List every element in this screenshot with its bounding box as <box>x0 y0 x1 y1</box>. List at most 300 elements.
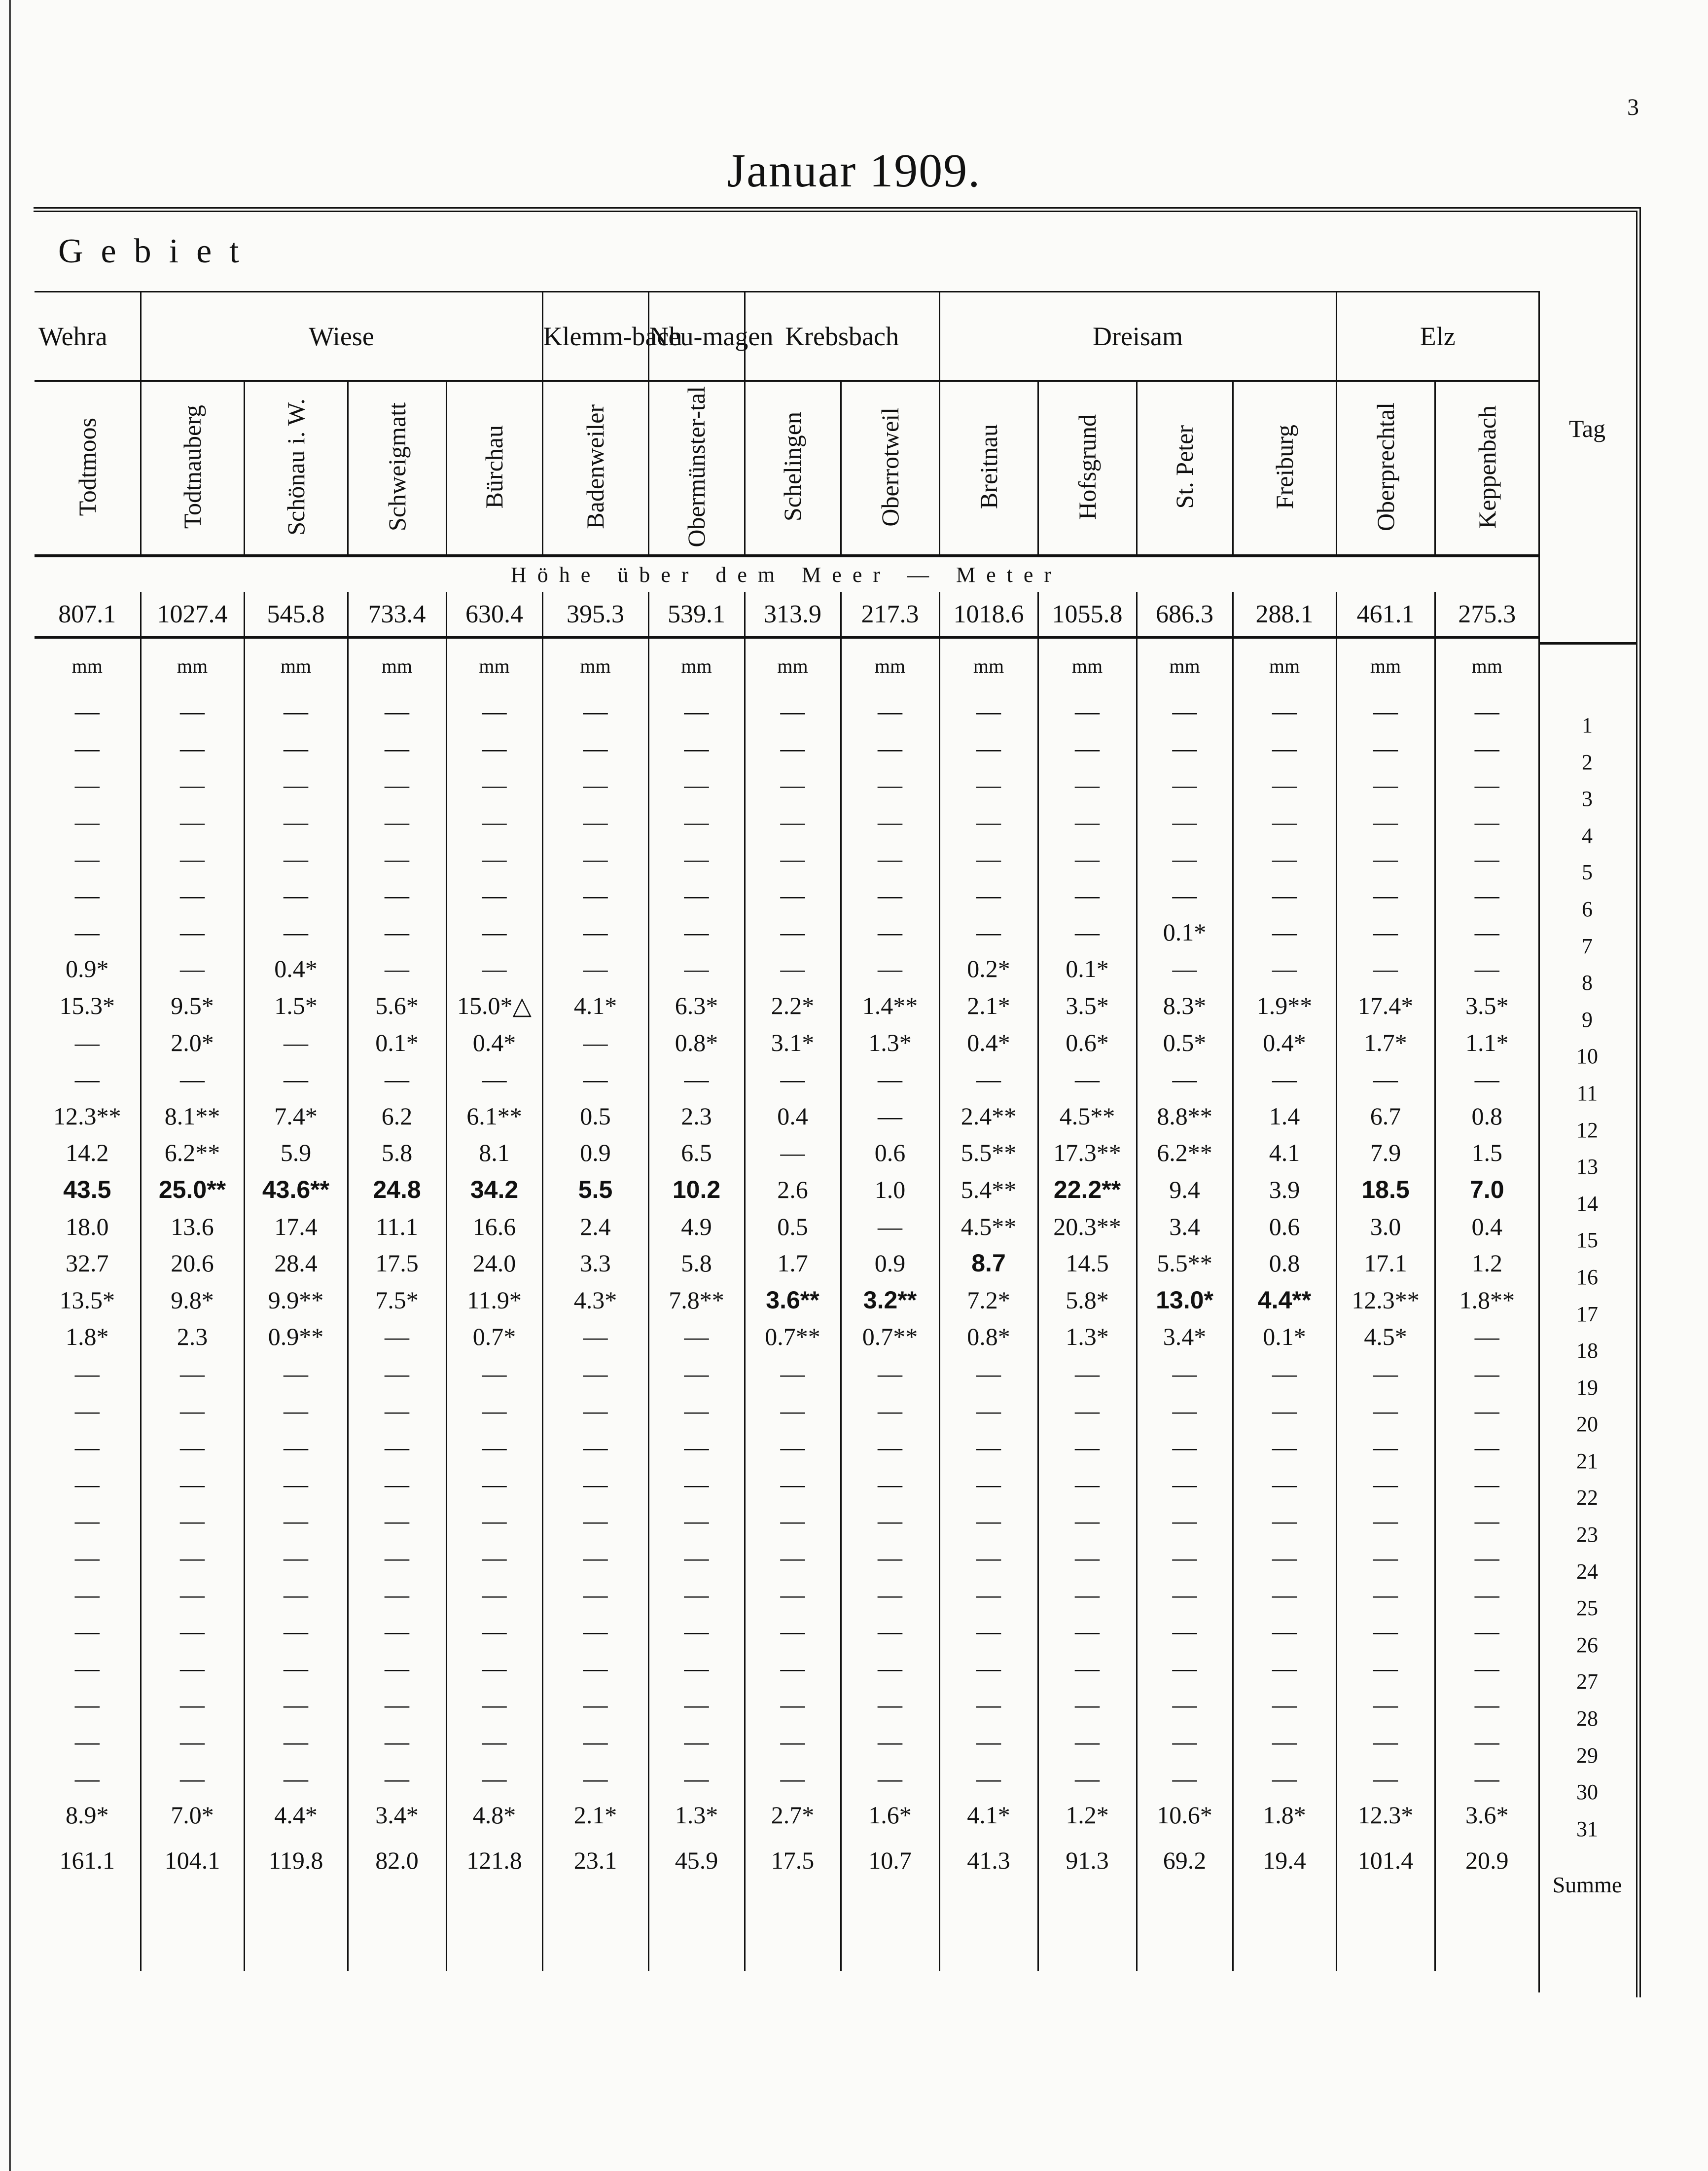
value-cell: — <box>348 1613 446 1650</box>
value-cell: — <box>939 1723 1038 1760</box>
value-cell: — <box>648 1576 745 1613</box>
value-cell: 0.5* <box>1137 1024 1233 1061</box>
value-cell: — <box>745 766 841 803</box>
value-cell: — <box>446 1576 542 1613</box>
sum-cell: 119.8 <box>244 1833 348 1887</box>
station-cell <box>648 381 745 556</box>
value-cell: 14.5 <box>1038 1245 1137 1282</box>
value-cell: — <box>939 1539 1038 1576</box>
value-cell: — <box>141 1061 244 1098</box>
value-cell: — <box>939 1429 1038 1466</box>
value-cell: — <box>841 877 939 914</box>
value-cell: 3.1* <box>745 1024 841 1061</box>
value-cell: — <box>542 1576 648 1613</box>
station-name: Oberprechtal <box>1371 402 1399 531</box>
value-cell: — <box>745 1061 841 1098</box>
value-cell: — <box>841 1760 939 1797</box>
value-cell: — <box>939 1392 1038 1429</box>
value-cell: 10.2 <box>648 1171 745 1208</box>
value-cell: 4.1* <box>939 1797 1038 1834</box>
day-row <box>35 950 1538 987</box>
value-cell: — <box>74 918 100 946</box>
unit-cell: mm <box>348 638 446 693</box>
unit-cell: mm <box>648 638 745 693</box>
value-cell: — <box>542 1649 648 1686</box>
value-cell: — <box>648 1723 745 1760</box>
value-cell: — <box>141 1576 244 1613</box>
station-cell <box>1233 381 1336 556</box>
value-cell: 18.0 <box>66 1212 109 1240</box>
value-cell: — <box>1435 1465 1538 1502</box>
elevation-cell: 630.4 <box>446 592 542 638</box>
value-cell: 6.2** <box>1137 1134 1233 1171</box>
summe-label: Summe <box>1552 1872 1622 1897</box>
value-cell: — <box>348 1539 446 1576</box>
value-cell: — <box>648 1760 745 1797</box>
value-cell: 6.3* <box>648 987 745 1024</box>
day-row <box>35 1613 1538 1650</box>
value-cell: — <box>745 1502 841 1539</box>
day-number: 12 <box>1576 1118 1598 1142</box>
value-cell: — <box>446 1061 542 1098</box>
value-cell: — <box>648 730 745 767</box>
value-cell: — <box>244 1465 348 1502</box>
value-cell: 17.5 <box>348 1245 446 1282</box>
value-cell: — <box>1137 1061 1233 1098</box>
value-cell: 5.8 <box>648 1245 745 1282</box>
value-cell: — <box>648 693 745 730</box>
day-row <box>35 1208 1538 1245</box>
value-cell: — <box>1233 1502 1336 1539</box>
value-cell: 4.3* <box>542 1282 648 1319</box>
value-cell: 3.4 <box>1137 1208 1233 1245</box>
day-row <box>35 1134 1538 1171</box>
value-cell: 12.3** <box>1336 1282 1435 1319</box>
footer-cell <box>35 1887 141 1971</box>
value-cell: — <box>841 1465 939 1502</box>
day-row <box>35 766 1538 803</box>
value-cell: — <box>1435 1649 1538 1686</box>
value-cell: — <box>446 1355 542 1392</box>
value-cell: — <box>446 1392 542 1429</box>
value-cell: — <box>1336 950 1435 987</box>
elevation-cell: 1018.6 <box>939 592 1038 638</box>
value-cell: — <box>1336 1502 1435 1539</box>
footer-cell <box>1435 1887 1538 1971</box>
value-cell: 1.4** <box>841 987 939 1024</box>
value-cell: — <box>244 1760 348 1797</box>
value-cell: — <box>745 1392 841 1429</box>
value-cell: — <box>841 1429 939 1466</box>
elevation-cell: 313.9 <box>745 592 841 638</box>
value-cell: 4.5** <box>1038 1098 1137 1135</box>
value-cell: — <box>348 1465 446 1502</box>
day-row <box>35 1723 1538 1760</box>
value-cell: — <box>939 1576 1038 1613</box>
value-cell: — <box>1137 1355 1233 1392</box>
unit-cell: mm <box>244 638 348 693</box>
sum-cell: 69.2 <box>1137 1833 1233 1887</box>
value-cell: — <box>1336 693 1435 730</box>
unit-cell: mm <box>1038 638 1137 693</box>
value-cell: 0.6 <box>1233 1208 1336 1245</box>
value-cell: 5.9 <box>244 1134 348 1171</box>
value-cell: 0.4* <box>244 950 348 987</box>
station-cell <box>1435 381 1538 556</box>
value-cell: 0.9 <box>841 1245 939 1282</box>
value-cell: — <box>74 734 100 762</box>
value-cell: — <box>348 1355 446 1392</box>
value-cell: 5.4** <box>939 1171 1038 1208</box>
value-cell: 8.7 <box>939 1245 1038 1282</box>
value-cell: — <box>1137 1723 1233 1760</box>
value-cell: — <box>244 1429 348 1466</box>
value-cell: 1.5* <box>244 987 348 1024</box>
day-number: 7 <box>1582 934 1593 958</box>
value-cell: 25.0** <box>141 1171 244 1208</box>
value-cell: — <box>348 803 446 840</box>
value-cell: — <box>1336 1576 1435 1613</box>
value-cell: — <box>446 730 542 767</box>
footer-cell <box>1336 1887 1435 1971</box>
value-cell: 24.8 <box>348 1171 446 1208</box>
value-cell: 1.8* <box>66 1323 109 1351</box>
value-cell: — <box>141 1355 244 1392</box>
value-cell: — <box>648 914 745 951</box>
day-row <box>35 1024 1538 1061</box>
value-cell: — <box>1233 1649 1336 1686</box>
unit-cell: mm <box>745 638 841 693</box>
value-cell: 0.2* <box>939 950 1038 987</box>
unit-cell: mm <box>1336 638 1435 693</box>
value-cell: — <box>841 1576 939 1613</box>
day-number: 17 <box>1576 1302 1598 1326</box>
sum-cell: 10.7 <box>841 1833 939 1887</box>
value-cell: — <box>244 1355 348 1392</box>
value-cell: — <box>141 1613 244 1650</box>
value-cell: 8.1 <box>446 1134 542 1171</box>
value-cell: — <box>1435 914 1538 951</box>
value-cell: 17.3** <box>1038 1134 1137 1171</box>
value-cell: 0.8* <box>939 1318 1038 1355</box>
value-cell: — <box>1038 1613 1137 1650</box>
day-number: 20 <box>1576 1412 1598 1437</box>
value-cell: — <box>648 1392 745 1429</box>
value-cell: — <box>446 1429 542 1466</box>
value-cell: — <box>1038 914 1137 951</box>
day-number: 9 <box>1582 1007 1593 1032</box>
elevation-row <box>35 592 1538 638</box>
station-cell <box>244 381 348 556</box>
river-name: Wehra <box>35 292 141 381</box>
day-number: 29 <box>1576 1743 1598 1768</box>
hoehe-label: Höhe über dem Meer — Meter <box>35 556 1538 592</box>
value-cell: — <box>1435 840 1538 877</box>
value-cell: — <box>1435 766 1538 803</box>
value-cell: 5.6* <box>348 987 446 1024</box>
value-cell: — <box>348 1760 446 1797</box>
value-cell: — <box>1233 1539 1336 1576</box>
value-cell: 2.7* <box>745 1797 841 1834</box>
value-cell: — <box>141 766 244 803</box>
value-cell: — <box>1435 1061 1538 1098</box>
value-cell: — <box>74 808 100 836</box>
value-cell: — <box>244 1649 348 1686</box>
station-name: Schönau i. W. <box>282 398 310 536</box>
value-cell: — <box>74 1065 100 1093</box>
sum-cell: 20.9 <box>1435 1833 1538 1887</box>
elevation-cell: 686.3 <box>1137 592 1233 638</box>
day-number: 14 <box>1576 1191 1598 1216</box>
value-cell: — <box>1137 1502 1233 1539</box>
station-cell <box>745 381 841 556</box>
value-cell: — <box>648 766 745 803</box>
river-name: Klemm-bach <box>542 292 648 381</box>
value-cell: — <box>74 1617 100 1645</box>
value-cell: — <box>745 1613 841 1650</box>
value-cell: — <box>745 1429 841 1466</box>
value-cell: 1.3* <box>841 1024 939 1061</box>
value-cell: — <box>542 693 648 730</box>
value-cell: 2.3 <box>648 1098 745 1135</box>
sum-cell: 82.0 <box>348 1833 446 1887</box>
value-cell: — <box>1435 877 1538 914</box>
value-cell: 4.8* <box>446 1797 542 1834</box>
day-row <box>35 1760 1538 1797</box>
value-cell: — <box>141 1760 244 1797</box>
value-cell: 7.2* <box>939 1282 1038 1319</box>
value-cell: 3.4* <box>1137 1318 1233 1355</box>
value-cell: — <box>542 1024 648 1061</box>
value-cell: 9.4 <box>1137 1171 1233 1208</box>
station-name: Bürchau <box>480 425 508 509</box>
value-cell: — <box>542 1723 648 1760</box>
value-cell: — <box>939 730 1038 767</box>
value-cell: — <box>244 803 348 840</box>
value-cell: 11.1 <box>348 1208 446 1245</box>
value-cell: — <box>542 1061 648 1098</box>
value-cell: — <box>1435 693 1538 730</box>
value-cell: 12.3* <box>1336 1797 1435 1834</box>
value-cell: — <box>244 1502 348 1539</box>
day-number: 30 <box>1576 1780 1598 1805</box>
value-cell: — <box>244 766 348 803</box>
value-cell: 2.4 <box>542 1208 648 1245</box>
unit-cell: mm <box>1435 638 1538 693</box>
value-cell: — <box>74 1764 100 1792</box>
value-cell: — <box>1137 766 1233 803</box>
value-cell: 7.0* <box>141 1797 244 1834</box>
value-cell: 0.6* <box>1038 1024 1137 1061</box>
value-cell: 9.8* <box>141 1282 244 1319</box>
value-cell: — <box>841 1613 939 1650</box>
value-cell: 0.9* <box>66 955 109 983</box>
value-cell: — <box>348 914 446 951</box>
value-cell: — <box>745 1465 841 1502</box>
value-cell: 15.3* <box>59 992 115 1020</box>
value-cell: — <box>446 766 542 803</box>
value-cell: 9.5* <box>141 987 244 1024</box>
value-cell: — <box>939 1613 1038 1650</box>
station-name: Todtnauberg <box>178 404 206 529</box>
value-cell: — <box>1435 1539 1538 1576</box>
value-cell: — <box>1137 950 1233 987</box>
value-cell: — <box>1435 1318 1538 1355</box>
value-cell: 1.8** <box>1435 1282 1538 1319</box>
value-cell: — <box>446 803 542 840</box>
value-cell: 6.7 <box>1336 1098 1435 1135</box>
value-cell: 17.1 <box>1336 1245 1435 1282</box>
day-row <box>35 1392 1538 1429</box>
value-cell: — <box>841 803 939 840</box>
value-cell: — <box>745 730 841 767</box>
value-cell: 3.9 <box>1233 1171 1336 1208</box>
value-cell: 0.1* <box>348 1024 446 1061</box>
value-cell: — <box>446 1686 542 1723</box>
unit-cell: mm <box>1233 638 1336 693</box>
station-name: Badenweiler <box>581 404 609 529</box>
value-cell: — <box>446 840 542 877</box>
value-cell: — <box>939 1649 1038 1686</box>
station-name: Hofsgrund <box>1073 414 1101 520</box>
value-cell: 0.4* <box>1233 1024 1336 1061</box>
value-cell: — <box>141 877 244 914</box>
value-cell: — <box>542 1429 648 1466</box>
value-cell: 20.6 <box>141 1245 244 1282</box>
value-cell: — <box>1038 877 1137 914</box>
day-row <box>35 803 1538 840</box>
sum-cell: 19.4 <box>1233 1833 1336 1887</box>
value-cell: — <box>841 914 939 951</box>
unit-row <box>35 638 1538 693</box>
value-cell: — <box>745 1760 841 1797</box>
tag-rule <box>1538 642 1636 645</box>
value-cell: — <box>74 1433 100 1461</box>
value-cell: — <box>348 1061 446 1098</box>
value-cell: — <box>1336 1760 1435 1797</box>
day-number: 6 <box>1582 897 1593 921</box>
day-row <box>35 877 1538 914</box>
elevation-cell: 217.3 <box>841 592 939 638</box>
station-cell <box>1137 381 1233 556</box>
value-cell: 20.3** <box>1038 1208 1137 1245</box>
day-row <box>35 1171 1538 1208</box>
value-cell: — <box>841 1098 939 1135</box>
value-cell: — <box>141 1649 244 1686</box>
value-cell: — <box>74 1028 100 1056</box>
value-cell: — <box>446 914 542 951</box>
value-cell: — <box>542 1355 648 1392</box>
value-cell: — <box>542 877 648 914</box>
value-cell: — <box>348 1502 446 1539</box>
day-number: 22 <box>1576 1485 1598 1510</box>
value-cell: — <box>74 1691 100 1719</box>
value-cell: 8.3* <box>1137 987 1233 1024</box>
value-cell: 1.8* <box>1233 1797 1336 1834</box>
value-cell: — <box>841 1355 939 1392</box>
value-cell: — <box>1435 1723 1538 1760</box>
unit-cell: mm <box>841 638 939 693</box>
day-row <box>35 1465 1538 1502</box>
value-cell: — <box>1336 730 1435 767</box>
value-cell: — <box>141 1392 244 1429</box>
value-cell: — <box>745 840 841 877</box>
value-cell: — <box>841 1686 939 1723</box>
value-cell: — <box>74 697 100 725</box>
value-cell: — <box>1336 1429 1435 1466</box>
unit-cell: mm <box>446 638 542 693</box>
value-cell: — <box>1435 1355 1538 1392</box>
value-cell: — <box>244 840 348 877</box>
station-name: St. Peter <box>1171 425 1199 509</box>
value-cell: — <box>74 1654 100 1682</box>
value-cell: — <box>1137 877 1233 914</box>
value-cell: — <box>745 1686 841 1723</box>
value-cell: — <box>1038 1355 1137 1392</box>
value-cell: — <box>348 1576 446 1613</box>
value-cell: — <box>542 1686 648 1723</box>
value-cell: — <box>745 1539 841 1576</box>
value-cell: — <box>141 693 244 730</box>
value-cell: 4.5** <box>939 1208 1038 1245</box>
value-cell: — <box>939 877 1038 914</box>
day-number: 24 <box>1576 1559 1598 1584</box>
value-cell: — <box>1038 1760 1137 1797</box>
unit-cell: mm <box>542 638 648 693</box>
value-cell: — <box>542 1613 648 1650</box>
value-cell: — <box>446 1465 542 1502</box>
hoehe-row <box>35 556 1538 592</box>
value-cell: — <box>348 950 446 987</box>
value-cell: — <box>1435 1576 1538 1613</box>
station-name: Freiburg <box>1270 424 1298 509</box>
value-cell: — <box>141 1502 244 1539</box>
value-cell: 0.4 <box>1435 1208 1538 1245</box>
value-cell: 1.7* <box>1336 1024 1435 1061</box>
value-cell: — <box>74 1580 100 1608</box>
value-cell: — <box>1336 803 1435 840</box>
value-cell: — <box>1435 1760 1538 1797</box>
value-cell: — <box>1137 1465 1233 1502</box>
footer-cell <box>348 1887 446 1971</box>
value-cell: — <box>745 1649 841 1686</box>
value-cell: — <box>1435 803 1538 840</box>
value-cell: — <box>745 950 841 987</box>
day-row <box>35 914 1538 951</box>
river-name: Dreisam <box>939 292 1336 381</box>
value-cell: — <box>1137 840 1233 877</box>
value-cell: 22.2** <box>1038 1171 1137 1208</box>
value-cell: — <box>1233 1355 1336 1392</box>
value-cell: 7.4* <box>244 1098 348 1135</box>
value-cell: 3.6** <box>745 1282 841 1319</box>
value-cell: — <box>939 914 1038 951</box>
value-cell: — <box>1038 1539 1137 1576</box>
value-cell: 3.3 <box>542 1245 648 1282</box>
day-number: 25 <box>1576 1596 1598 1621</box>
sum-cell: 41.3 <box>939 1833 1038 1887</box>
value-cell: — <box>1137 1760 1233 1797</box>
day-number: 16 <box>1576 1265 1598 1289</box>
value-cell: — <box>1137 1392 1233 1429</box>
value-cell: — <box>542 1318 648 1355</box>
value-cell: — <box>74 771 100 799</box>
value-cell: — <box>1336 1465 1435 1502</box>
value-cell: 13.0* <box>1137 1282 1233 1319</box>
value-cell: 5.5** <box>1137 1245 1233 1282</box>
station-name: Obermünster-tal <box>682 386 711 547</box>
value-cell: 32.7 <box>66 1249 109 1277</box>
